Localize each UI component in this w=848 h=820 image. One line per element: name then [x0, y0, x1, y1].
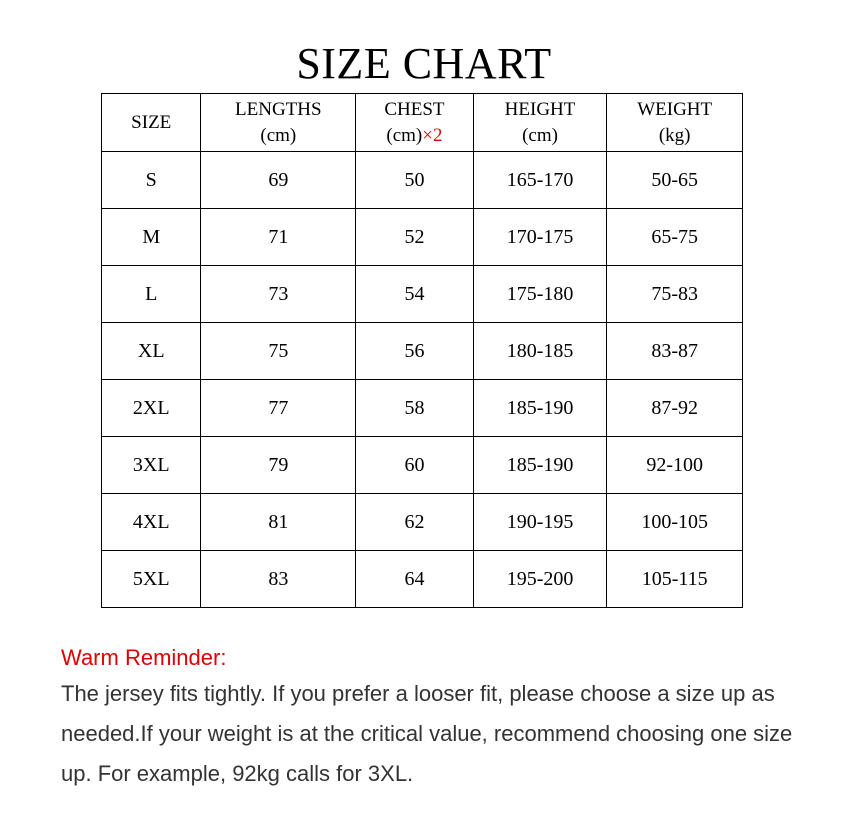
cell-length: 81: [201, 494, 356, 551]
table-row: [102, 437, 743, 494]
header-chest-multiplier: ×2: [422, 124, 443, 146]
cell-length: 75: [201, 323, 356, 380]
cell-weight: 50-65: [607, 152, 743, 209]
cell-height: 165-170: [473, 152, 607, 209]
cell-size: 3XL: [102, 437, 201, 494]
cell-chest: 60: [356, 437, 474, 494]
header-weight-unit: (kg): [658, 124, 691, 146]
header-size: [102, 94, 201, 152]
cell-weight: 105-115: [607, 551, 743, 608]
cell-chest: 58: [356, 380, 474, 437]
cell-chest: 56: [356, 323, 474, 380]
cell-height: 175-180: [473, 266, 607, 323]
header-size-label: SIZE: [131, 111, 172, 133]
header-weight-label: WEIGHT: [637, 98, 713, 120]
cell-length: 69: [201, 152, 356, 209]
cell-chest: 54: [356, 266, 474, 323]
cell-size: L: [102, 266, 201, 323]
cell-weight: 100-105: [607, 494, 743, 551]
table-row: [102, 551, 743, 608]
page-title: SIZE CHART: [296, 39, 552, 88]
table-row: [102, 494, 743, 551]
cell-length: 77: [201, 380, 356, 437]
header-row: [102, 94, 743, 152]
header-chest-unit: (cm): [386, 124, 423, 146]
cell-length: 73: [201, 266, 356, 323]
cell-weight: 87-92: [607, 380, 743, 437]
cell-size: XL: [102, 323, 201, 380]
cell-weight: 65-75: [607, 209, 743, 266]
table-row: [102, 209, 743, 266]
cell-height: 195-200: [473, 551, 607, 608]
header-height-label: HEIGHT: [504, 98, 576, 120]
cell-chest: 64: [356, 551, 474, 608]
cell-height: 185-190: [473, 380, 607, 437]
cell-size: S: [102, 152, 201, 209]
table-row: [102, 323, 743, 380]
cell-height: 170-175: [473, 209, 607, 266]
cell-height: 190-195: [473, 494, 607, 551]
header-lengths: [201, 94, 356, 152]
cell-size: 4XL: [102, 494, 201, 551]
cell-height: 180-185: [473, 323, 607, 380]
header-chest: [356, 94, 474, 152]
cell-length: 83: [201, 551, 356, 608]
cell-size: 2XL: [102, 380, 201, 437]
cell-weight: 83-87: [607, 323, 743, 380]
cell-length: 71: [201, 209, 356, 266]
header-height-unit: (cm): [522, 124, 558, 146]
cell-size: M: [102, 209, 201, 266]
table-row: [102, 152, 743, 209]
table-row: [102, 266, 743, 323]
header-lengths-label: LENGTHS: [235, 98, 322, 120]
reminder-title: Warm Reminder:: [61, 645, 227, 670]
reminder-body: The jersey fits tightly. If you prefer a looser fit, please choose a size up as needed.If your weight is at the critical value, recommend choosing one size up. For example, 92kg calls for 3XL.: [61, 681, 793, 786]
cell-chest: 50: [356, 152, 474, 209]
header-weight: [607, 94, 743, 152]
cell-weight: 75-83: [607, 266, 743, 323]
warm-reminder: [61, 642, 801, 794]
header-lengths-unit: (cm): [260, 124, 297, 146]
cell-chest: 62: [356, 494, 474, 551]
cell-length: 79: [201, 437, 356, 494]
table-row: [102, 380, 743, 437]
header-height: [473, 94, 607, 152]
cell-size: 5XL: [102, 551, 201, 608]
cell-chest: 52: [356, 209, 474, 266]
cell-weight: 92-100: [607, 437, 743, 494]
size-chart-table: [101, 93, 743, 608]
header-chest-label: CHEST: [384, 98, 445, 120]
cell-height: 185-190: [473, 437, 607, 494]
